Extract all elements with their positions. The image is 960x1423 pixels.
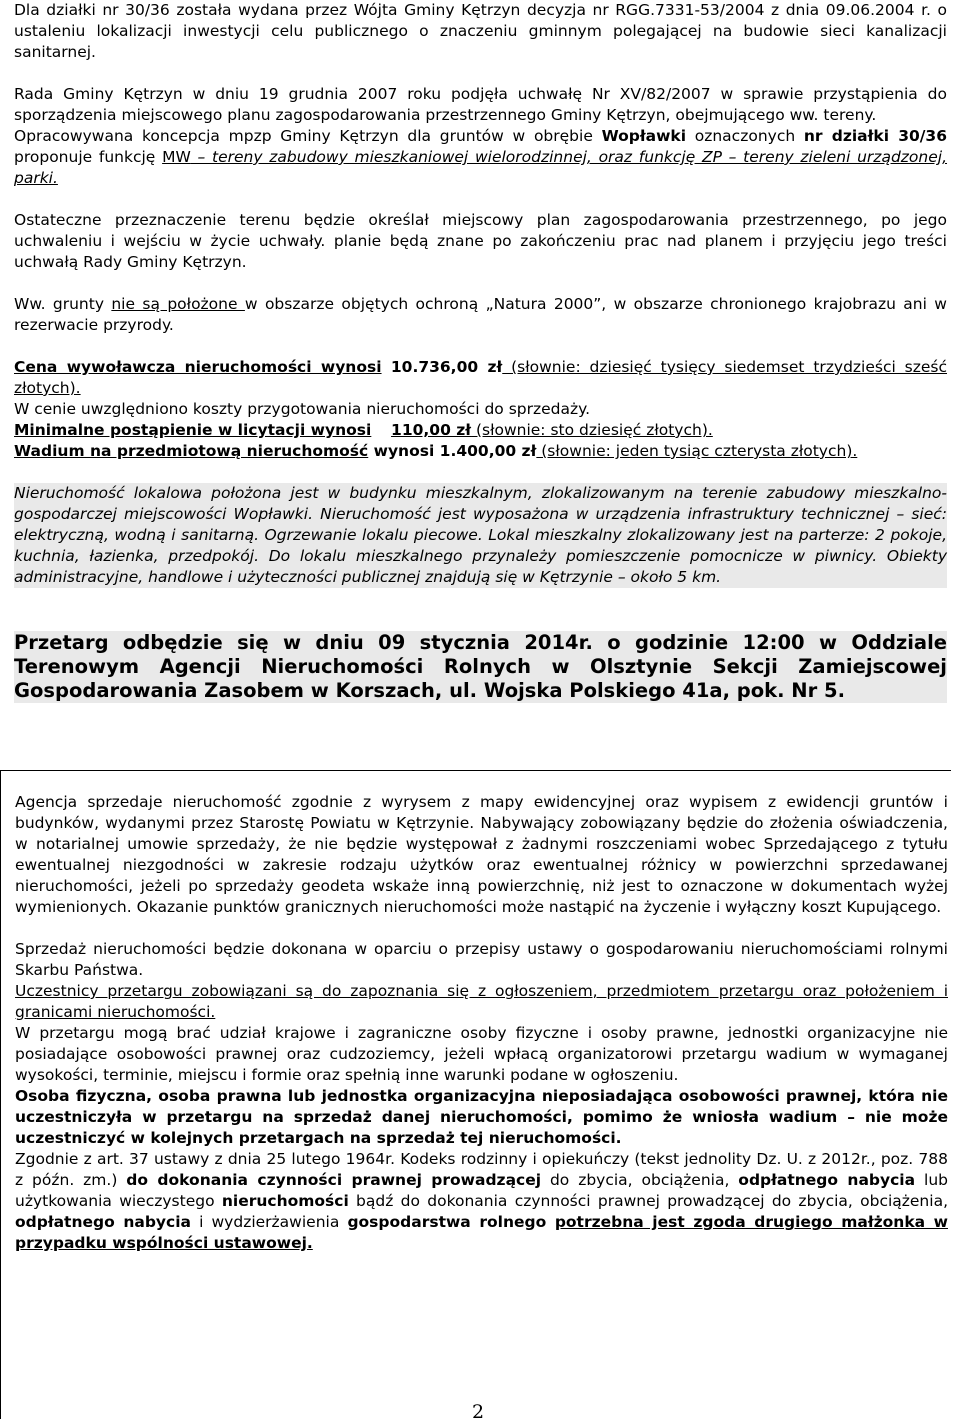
terms-paragraph-exclusion: Osoba fizyczna, osoba prawna lub jednostka organizacyjna nieposiadająca osobowości prawnej, która nie uczestniczyła w przetargu na sprzedaż danej nieruchomości, pomimo że wniosła wadium – nie może uczestniczyć w kolejnych przetargach na sprzedaż tej nieruchomości. [15, 1087, 948, 1147]
natura-paragraph: Ww. grunty nie są położone w obszarze objętych ochroną „Natura 2000”, w obszarze chronionego krajobrazu ani w rezerwacie przyrody. [14, 295, 947, 334]
deposit: Wadium na przedmiotową nieruchomość wynosi 1.400,00 zł (słownie: jeden tysiąc czterysta złotych). [14, 442, 858, 460]
terms-paragraph-participants: Uczestnicy przetargu zobowiązani są do zapoznania się z ogłoszeniem, przedmiotem przetargu oraz położeniem i granicami nieruchomości. [15, 982, 948, 1021]
zoning-paragraph: Ostateczne przeznaczenie terenu będzie określał miejscowy plan zagospodarowania przestrzennego, po jego uchwaleniu i wejściu w życie uchwały. planie będą znane po zakończeniu prac nad planem i przyjęciu jego treści uchwałą Rady Gminy Kętrzyn. [14, 211, 947, 271]
decision-paragraph: Dla działki nr 30/36 została wydana przez Wójta Gminy Kętrzyn decyzja nr RGG.7331-53/2004 z dnia 09.06.2004 r. o ustaleniu lokalizacji inwestycji celu publicznego o znaczeniu gminnym polegającej na budowie sieci kanalizacji sanitarnej. [14, 1, 947, 61]
page-number: 2 [472, 1401, 485, 1423]
auction-announcement: Przetarg odbędzie się w dniu 09 stycznia 2014r. o godzinie 12:00 w Oddziale Terenowym Agencji Nieruchomości Rolnych w Olsztynie Sekcji Zamiejscowej Gospodarowania Zasobem w Korszach, ul. Wojska Polskiego 41a, pok. Nr 5. [14, 631, 947, 702]
document-page [14, 0, 947, 703]
terms-paragraph-eligibility: W przetargu mogą brać udział krajowe i zagraniczne osoby fizyczne i osoby prawne, jednostki organizacyjne nie posiadające osobowości prawnej oraz cudzoziemcy, jeżeli wpłacą organizatorowi przetargu wadium w wymaganej wysokości, terminie, miejscu i formie oraz spełnią inne warunki podane w ogłoszeniu. [15, 1024, 948, 1084]
resolution-paragraph: Rada Gminy Kętrzyn w dniu 19 grudnia 2007 roku podjęła uchwałę Nr XV/82/2007 w sprawie przystąpienia do sporządzenia miejscowego planu zagospodarowania przestrzennego Gminy Kętrzyn, obejmującego ww. tereny. [14, 85, 947, 124]
terms-content [15, 792, 948, 1254]
property-description: Nieruchomość lokalowa położona jest w budynku mieszkalnym, zlokalizowanym na terenie zabudowy mieszkalno-gospodarczej miejscowości Wopławki. Nieruchomość jest wyposażona w urządzenia infrastruktury technicznej – sieć: elektryczną, wodną i sanitarną. Ogrzewanie lokalu piecowe. Lokal mieszkalny zlokalizowany jest na parterze: 2 pokoje, kuchnia, łazienka, przedpokój. Do lokalu mieszkalnego przynależy pomieszczenie pomocnicze w piwnicy. Obiekty administracyjne, handlowe i użyteczności publicznej znajdują się w Kętrzynie – około 5 km. [14, 484, 947, 586]
minimum-increment: Minimalne postąpienie w licytacji wynosi 110,00 zł (słownie: sto dziesięć złotych). [14, 421, 713, 439]
terms-paragraph-law: Sprzedaż nieruchomości będzie dokonana w oparciu o przepisy ustawy o gospodarowaniu nieruchomościami rolnymi Skarbu Państwa. [15, 940, 948, 979]
starting-price: Cena wywoławcza nieruchomości wynosi 10.736,00 zł (słownie: dziesięć tysięcy siedemset trzydzieści sześć złotych). [14, 358, 947, 397]
concept-paragraph: Opracowywana koncepcja mpzp Gminy Kętrzyn dla gruntów w obrębie Wopławki oznaczonych nr działki 30/36 proponuje funkcję MW – tereny zabudowy mieszkaniowej wielorodzinnej, oraz funkcję ZP – tereny zieleni urządzonej, parki. [14, 127, 947, 187]
costs-note: W cenie uwzględniono koszty przygotowania nieruchomości do sprzedaży. [14, 400, 591, 418]
terms-paragraph-spouse: Zgodnie z art. 37 ustawy z dnia 25 lutego 1964r. Kodeks rodzinny i opiekuńczy (tekst jednolity Dz. U. z 2012r., poz. 788 z późn. zm.) do dokonania czynności prawnej prowadzącej do zbycia, obciążenia, odpłatnego nabycia lub użytkowania wieczystego nieruchomości bądź do dokonania czynności prawnej prowadzącej do zbycia, obciążenia, odpłatnego nabycia i wydzierżawienia gospodarstwa rolnego potrzebna jest zgoda drugiego małżonka w przypadku wspólności ustawowej. [15, 1150, 948, 1252]
terms-box [0, 770, 951, 1419]
terms-paragraph-map: Agencja sprzedaje nieruchomość zgodnie z wyrysem z mapy ewidencyjnej oraz wypisem z ewidencji gruntów i budynków, wydanymi przez Starostę Powiatu w Kętrzynie. Nabywający zobowiązany będzie do złożenia oświadczenia, w notarialnej umowie sprzedaży, że nie będzie występował z żadnymi roszczeniami wobec Sprzedającego z tytułu ewentualnej niezgodności w zakresie rodzaju użytków oraz ewentualnej różnicy w powierzchni sprzedawanej nieruchomości, jeżeli po sprzedaży geodeta wskaże inną powierzchnię, niż jest to oznaczone w dokumentach wyżej wymienionych. Okazanie punktów granicznych nieruchomości może nastąpić na życzenie i wyłączny koszt Kupującego. [15, 793, 948, 916]
